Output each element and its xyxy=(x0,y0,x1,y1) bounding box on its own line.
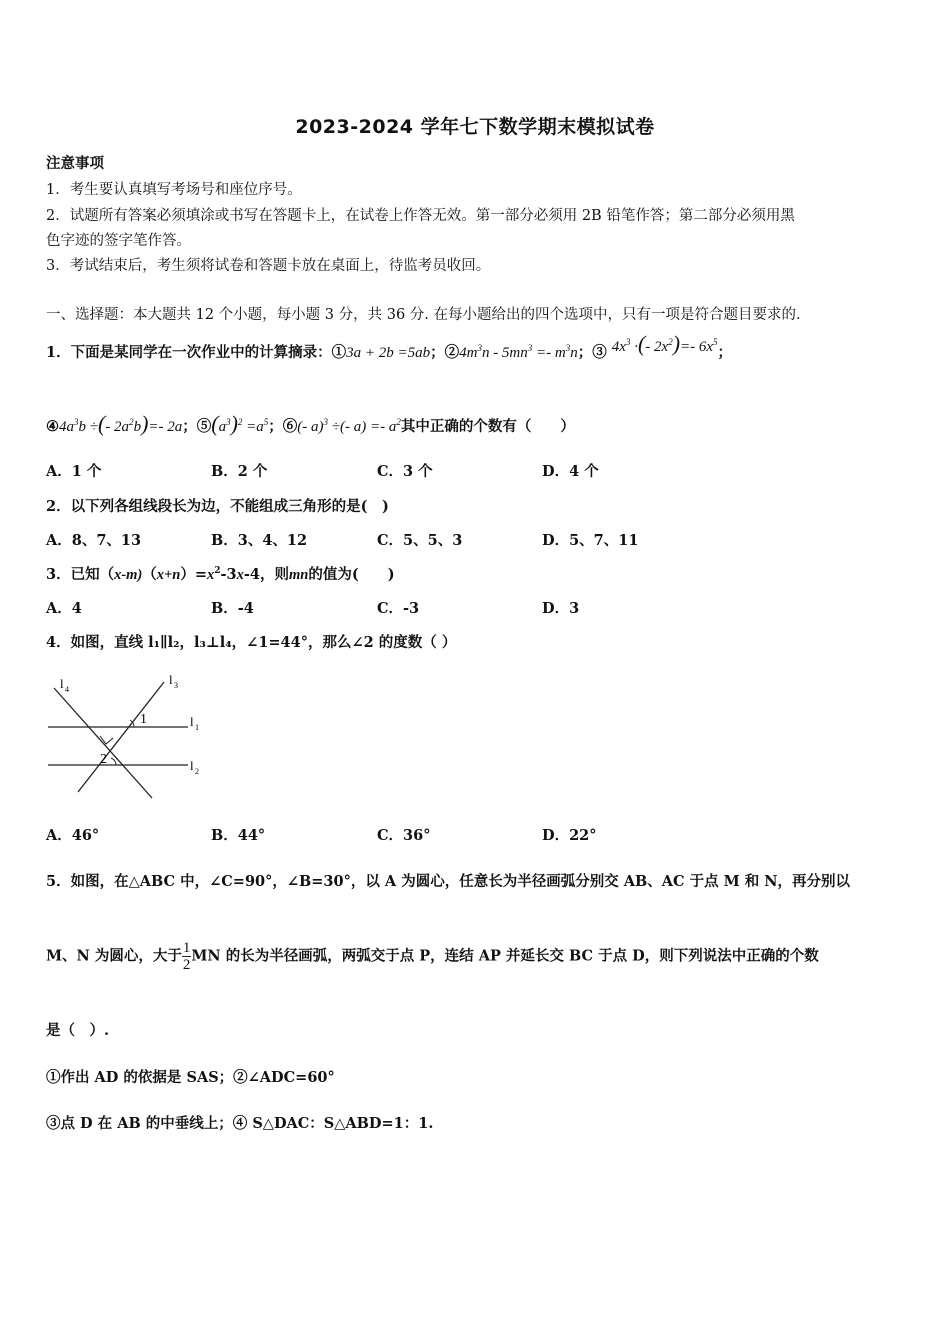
q4-option-d[interactable]: D．22° xyxy=(542,827,597,844)
q1-line2: $④4a^3b$ ÷(- $2a^2b)=-$ 2a；$⑤(a^3)^2 =a^5$；⑥(- a)$^3$ ÷(- $a) =- a^2$其中正确的个数有（ ） xyxy=(46,411,575,436)
q3-option-c[interactable]: C．-3 xyxy=(377,600,420,617)
q5-line2: M、N 为圆心，大于 $\frac{1}{2}$ MN 的长为半径画弧，两弧交于点 P，连结 AP 并延长交 BC 于点 D，则下列说法中正确的个数 xyxy=(46,940,819,973)
q4-figure xyxy=(40,672,210,802)
angle-2-arc xyxy=(111,758,116,765)
q1-expr5: $(a^3)^2 =a^5$ xyxy=(211,411,269,436)
q5-statement-1-2: ①作出 AD 的依据是 SAS；②∠ADC=60° xyxy=(46,1069,335,1086)
notice-item-2-cont: 色字迹的签字笔作答。 xyxy=(46,233,191,249)
page-title: 2023-2024 学年七下数学期末模拟试卷 xyxy=(295,116,655,138)
q1-intro: 1．下面是某同学在一次作业中的计算摘录： xyxy=(46,344,332,361)
q1-expr4: $4a^3b$ ÷(- $2a^2b)=-$ 2a xyxy=(59,411,183,436)
q5-line1: 5．如图，在△ABC 中，∠C=90°，∠B=30°，以 A 为圆心，任意长为半径画弧分别交 AB、AC 于点 M 和 N，再分别以 xyxy=(46,873,851,890)
line-l4 xyxy=(54,688,152,798)
q5-line3: 是（ ）. xyxy=(46,1022,110,1039)
notice-item-3: 3．考试结束后，考生须将试卷和答题卡放在桌面上，待监考员收回。 xyxy=(46,258,491,274)
label-l2: l xyxy=(190,758,194,773)
q4-option-a[interactable]: A．46° xyxy=(46,827,100,844)
q1-option-c[interactable]: C．3 个 xyxy=(377,463,433,480)
q3-option-b[interactable]: B．-4 xyxy=(211,600,254,617)
q4-option-b[interactable]: B．44° xyxy=(211,827,266,844)
q4-stem: 4．如图，直线 l₁∥l₂，l₃⊥l₄，∠1=44°，那么∠2 的度数（ ） xyxy=(46,634,457,651)
notice-heading: 注意事项 xyxy=(46,155,104,172)
line-l3 xyxy=(78,682,164,792)
q3-option-a[interactable]: A．4 xyxy=(46,600,82,617)
q1-expr1: 3a + 2b =5ab xyxy=(346,345,431,361)
notice-item-2: 2．试题所有答案必须填涂或书写在答题卡上，在试卷上作答无效。第一部分必须用 2B 铅笔作答；第二部分必须用黑 xyxy=(46,208,795,224)
label-l1: l xyxy=(190,714,194,729)
angle-2-label: 2 xyxy=(100,752,107,767)
q2-option-b[interactable]: B．3、4、12 xyxy=(211,532,308,549)
label-l3: l xyxy=(169,672,173,687)
section-heading: 一、选择题：本大题共 12 个小题，每小题 3 分，共 36 分. 在每小题给出的四个选项中，只有一项是符合题目要求的. xyxy=(46,307,801,323)
notice-item-1: 1．考生要认真填写考场号和座位序号。 xyxy=(46,182,302,198)
angle-1-label: 1 xyxy=(140,712,147,727)
q2-stem: 2．以下列各组线段长为边，不能组成三角形的是( ) xyxy=(46,498,389,515)
q1-expr2: $4m^3n - 5mn^3 =- m^3n$ xyxy=(459,343,578,361)
q2-option-a[interactable]: A．8、7、13 xyxy=(46,532,142,549)
label-l4: l xyxy=(60,676,64,691)
q1-expr6: (- a)$^3$ ÷(- $a) =- a^2$ xyxy=(297,417,401,435)
svg-text:3: 3 xyxy=(174,681,178,690)
q1-tail: 其中正确的个数有（ ） xyxy=(400,418,575,435)
q5-statement-3-4: ③点 D 在 AB 的中垂线上；④ S△DAC：S△ABD=1：1. xyxy=(46,1115,434,1132)
q2-option-d[interactable]: D．5、7、11 xyxy=(542,532,639,549)
q3-option-d[interactable]: D．3 xyxy=(542,600,580,617)
q1-option-d[interactable]: D．4 个 xyxy=(542,463,599,480)
right-angle-mark xyxy=(100,736,113,744)
q3-stem: 3．已知$(x-m)(x+n)=x^2-3x-4$，则mn的值为( ) xyxy=(46,566,395,583)
q1-option-b[interactable]: B．2 个 xyxy=(211,463,268,480)
q1-line1: 1．下面是某同学在一次作业中的计算摘录：①3a + 2b =5ab；$②4m^3n - 5mn^3 =- m^3n$；③ $4x^3$ ·(- $2x^2)=-$ $6x^5$； xyxy=(46,331,733,361)
q1-option-a[interactable]: A．1 个 xyxy=(46,463,102,480)
q2-option-c[interactable]: C．5、5、3 xyxy=(377,532,463,549)
svg-text:2: 2 xyxy=(195,767,199,776)
svg-text:4: 4 xyxy=(65,685,69,694)
q4-option-c[interactable]: C．36° xyxy=(377,827,431,844)
fraction-half: $\frac{1}{2}$ xyxy=(182,940,191,973)
svg-text:1: 1 xyxy=(195,723,199,732)
q1-expr3: $4x^3$ ·(- $2x^2)=-$ $6x^5$ xyxy=(611,331,718,356)
